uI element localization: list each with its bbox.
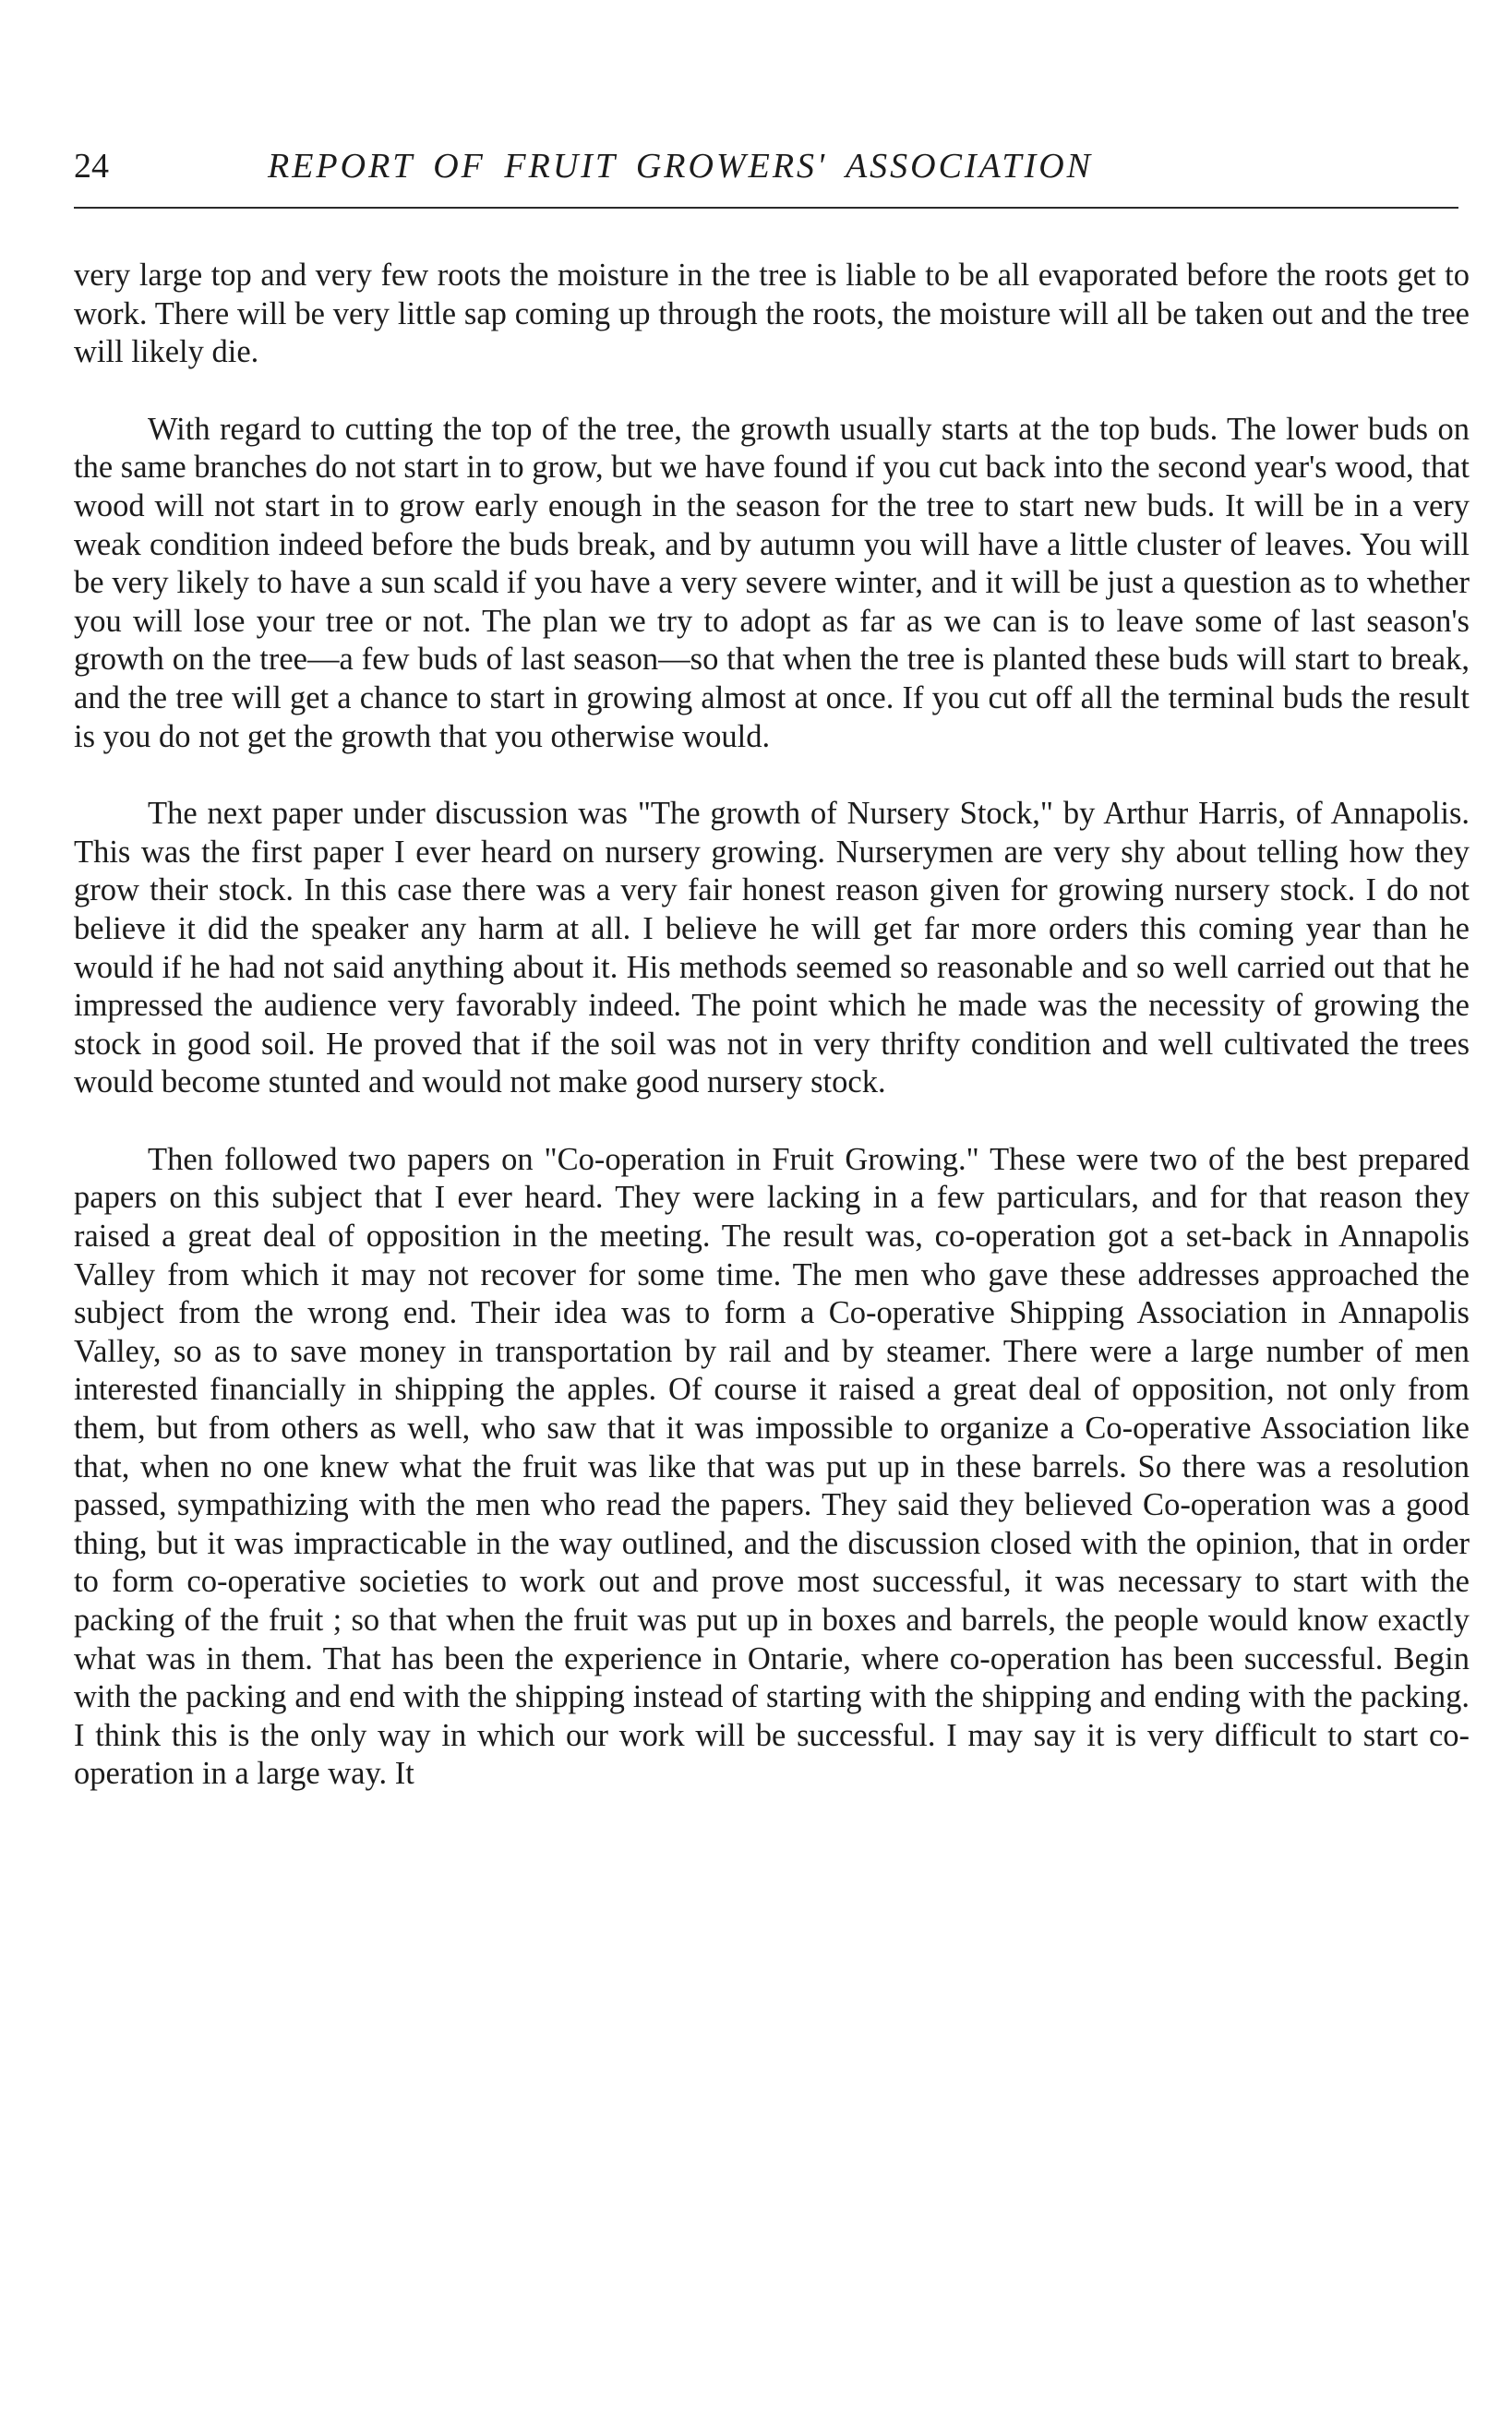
running-header	[74, 138, 1458, 194]
running-title: REPORT OF FRUIT GROWERS' ASSOCIATION	[268, 147, 1094, 186]
paragraph-nursery-stock: The next paper under discussion was "The growth of Nursery Stock," by Arthur Harris, of Annapolis. This was the first paper I ever heard on nursery growing. Nurserymen are very shy about telling how they grow their stock. In this case there was a very fair honest reason given for growing nursery stock. I do not believe it did the speaker any harm at all. I believe he will get far more orders this coming year than he would if he had not said anything about it. His methods seemed so reasonable and so well carried out that he impressed the audience very favorably indeed. The point which he made was the necessity of growing the stock in good soil. He proved that if the soil was not in very thrifty condition and well cultivated the trees would become stunted and would not make good nursery stock.	[74, 796, 1470, 1100]
paragraph-continued: very large top and very few roots the moisture in the tree is liable to be all evaporated before the roots get to work. There will be very little sap coming up through the roots, the moisture will all be taken out and the tree will likely die.	[74, 258, 1470, 370]
page-number: 24	[74, 147, 109, 186]
paragraph-tree-top-cutting: With regard to cutting the top of the tree, the growth usually starts at the top buds. The lower buds on the same branches do not start in to grow, but we have found if you cut back into the second year's wood, that wood will not start in to grow early enough in the season for the tree to start new buds. It will be in a very weak condition indeed before the buds break, and by autumn you will have a little cluster of leaves. You will be very likely to have a sun scald if you have a very severe winter, and it will be just a question as to whether you will lose your tree or not. The plan we try to adopt as far as we can is to leave some of last season's growth on the tree—a few buds of last season—so that when the tree is planted these buds will start to break, and the tree will get a chance to start in growing almost at once. If you cut off all the terminal buds the result is you do not get the growth that you otherwise would.	[74, 411, 1470, 754]
body-text	[74, 257, 1470, 1794]
header-rule	[74, 207, 1458, 209]
paragraph-co-operation: Then followed two papers on "Co-operation in Fruit Growing." These were two of the best prepared papers on this subject that I ever heard. They were lacking in a few particulars, and for that reason they raised a great deal of opposition in the meeting. The result was, co-operation got a set-back in Annapolis Valley from which it may not recover for some time. The men who gave these addresses approached the subject from the wrong end. Their idea was to form a Co-operative Shipping Association in Annapolis Valley, so as to save money in transportation by rail and by steamer. There were a large number of men interested financially in shipping the apples. Of course it raised a great deal of opposition, not only from them, but from others as well, who saw that it was impossible to organize a Co-operative Association like that, when no one knew what the fruit was like that was put up in these barrels. So there was a resolution passed, sympathizing with the men who read the papers. They said they believed Co-operation was a good thing, but it was impracticable in the way outlined, and the discussion closed with the opinion, that in order to form co-operative societies to work out and prove most successful, it was necessary to start with the packing of the fruit ; so that when the fruit was put up in boxes and barrels, the people would know exactly what was in them. That has been the experience in Ontarie, where co-operation has been successful. Begin with the packing and end with the shipping instead of starting with the shipping and ending with the packing. I think this is the only way in which our work will be successful. I may say it is very difficult to start co-operation in a large way. It	[74, 1141, 1470, 1792]
